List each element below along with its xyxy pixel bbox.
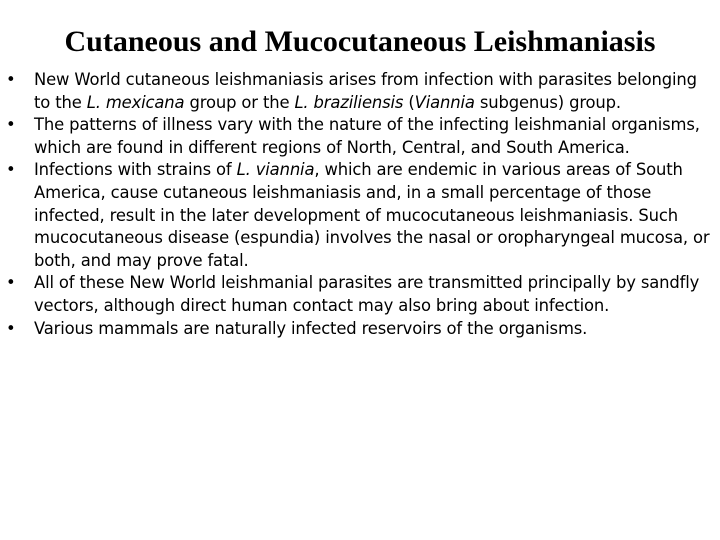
bullet-item bbox=[6, 272, 714, 317]
slide-title: Cutaneous and Mucocutaneous Leishmaniasis bbox=[64, 25, 656, 58]
bullet-item bbox=[6, 318, 714, 341]
bullet-dot: • bbox=[6, 160, 16, 180]
bullet-item bbox=[6, 114, 714, 159]
bullet-text: All of these New World leishmanial parasites are transmitted principally by sandfly vectors, although direct human contact may also bring about infection. bbox=[34, 273, 700, 315]
bullet-text: ( bbox=[403, 92, 415, 112]
bullet-text: Various mammals are naturally infected reservoirs of the organisms. bbox=[34, 318, 588, 338]
bullet-dot: • bbox=[6, 115, 16, 135]
bullet-text-italic: L. mexicana bbox=[86, 92, 185, 112]
bullet-dot: • bbox=[6, 273, 16, 293]
bullet-item bbox=[6, 159, 714, 272]
bullet-text-italic: Viannia bbox=[414, 92, 475, 112]
bullet-text: Infections with strains of bbox=[34, 160, 237, 180]
bullet-item bbox=[6, 69, 714, 114]
bullet-dot: • bbox=[6, 318, 16, 338]
bullet-text: subgenus) group. bbox=[474, 92, 621, 112]
bullet-text: , which are endemic in various areas of South America, cause cutaneous leishmaniasis and, in a small percentage of those infected, result in the later development of mucocutaneous leishmaniasis. Such mucocutaneous disease (espundia) involves the nasal or oropharyngeal mucosa, or both, and may prove fatal. bbox=[34, 160, 710, 270]
bullet-text: The patterns of illness vary with the nature of the infecting leishmanial organisms, which are found in different regions of North, Central, and South America. bbox=[34, 115, 700, 157]
bullet-list bbox=[6, 69, 714, 340]
bullet-text: group or the bbox=[184, 92, 295, 112]
bullet-text-italic: L. viannia bbox=[236, 160, 315, 180]
bullet-text-italic: L. braziliensis bbox=[294, 92, 404, 112]
bullet-dot: • bbox=[6, 70, 16, 89]
bullet-text: New World cutaneous leishmaniasis arises from infection with parasites belonging to the bbox=[34, 70, 697, 112]
